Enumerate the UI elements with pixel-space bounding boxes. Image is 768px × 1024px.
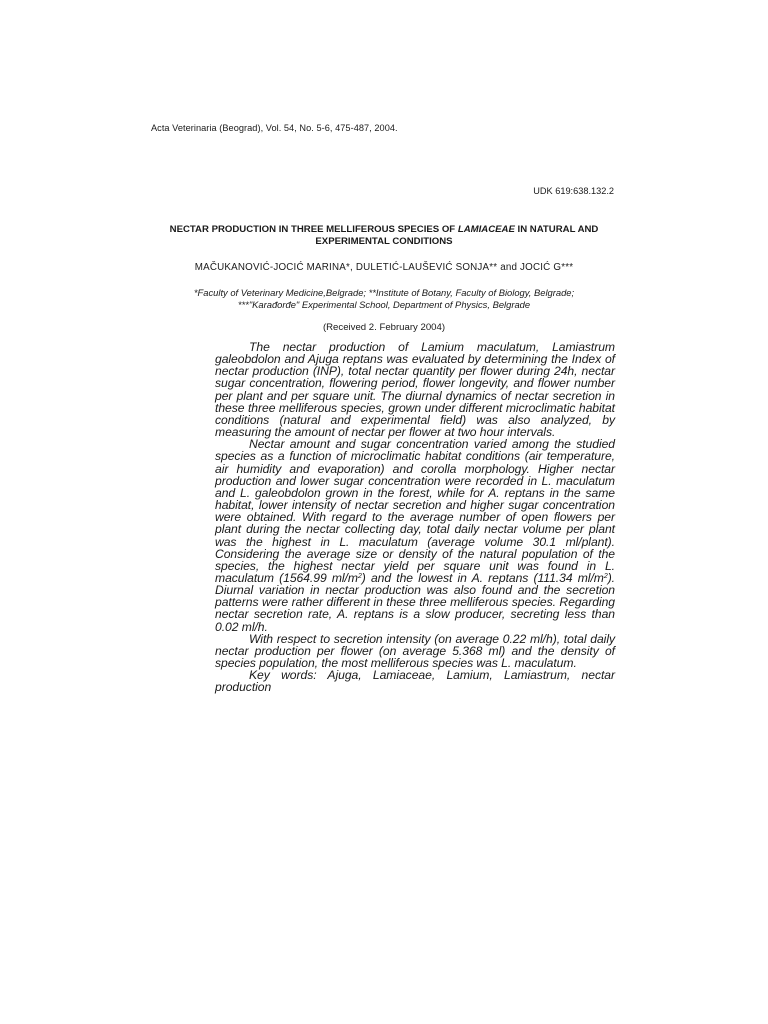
affiliation-line-2: ***"Karađorđe" Experimental School, Department of Physics, Belgrade bbox=[237, 298, 531, 310]
received-date: (Received 2. February 2004) bbox=[322, 322, 446, 333]
title-part-1: NECTAR PRODUCTION IN THREE MELLIFEROUS SPECIES OF bbox=[169, 224, 458, 235]
abstract-p2-text-c: ). Diurnal variation in nectar production was also found and the secretion patterns were rather different in these three melliferous species. Regarding nectar secretion rate, A. reptans is a slow producer, secreting less than 0.02 ml/h. bbox=[215, 570, 616, 634]
superscript-2: 2 bbox=[603, 572, 608, 580]
superscript-1: 2 bbox=[357, 572, 362, 580]
abstract-p2-text-b: ) and the lowest in A. reptans (111.34 ml/m bbox=[361, 570, 604, 585]
title-part-2: IN NATURAL AND EXPERIMENTAL CONDITIONS bbox=[315, 224, 599, 247]
journal-citation: Acta Veterinaria (Beograd), Vol. 54, No. 5-6, 475-487, 2004. bbox=[151, 123, 398, 133]
paper-title bbox=[150, 224, 618, 248]
abstract bbox=[215, 341, 615, 694]
abstract-paragraph-1: The nectar production of Lamium maculatum, Lamiastrum galeobdolon and Ajuga reptans was evaluated by determining the Index of nectar production (INP), total nectar quantity per flower during 24h, nectar sugar concentration, flowering period, flower longevity, and flower number per plant and per square unit. The diurnal dynamics of nectar secretion in these three melliferous species, grown under different microclimatic habitat conditions (natural and experimental field) was also analyzed, by measuring the amount of nectar per flower at two hour intervals. bbox=[215, 340, 615, 440]
abstract-p2-text-a: Nectar amount and sugar concentration varied among the studied species as a function of microclimatic habitat conditions (air temperature, air humidity and evaporation) and corolla morphology. Higher nectar production and lower sugar concentration were recorded in L. maculatum and L. galeobdolon grown in the forest, while for A. reptans in the same habitat, lower intensity of nectar secretion and higher sugar concentration were obtained. With regard to the average number of open flowers per plant during the nectar collecting day, total daily nectar volume per plant was the highest in L. maculatum (average volume 30.1 ml/plant). Considering the average size or density of the natural population of the species, the highest nectar yield per square unit was found in L. maculatum (1564.99 ml/m bbox=[215, 437, 615, 585]
abstract-paragraph-2 bbox=[215, 438, 615, 633]
affiliation-line-1: *Faculty of Veterinary Medicine,Belgrade; **Institute of Botany, Faculty of Biology, Belgrade; bbox=[193, 287, 575, 298]
author-list: MAČUKANOVIĆ-JOCIĆ MARINA*, DULETIĆ-LAUŠEVIĆ SONJA** and JOCIĆ G*** bbox=[194, 262, 574, 273]
affiliations bbox=[150, 287, 618, 310]
keywords: Key words: Ajuga, Lamiaceae, Lamium, Lamiastrum, nectar production bbox=[215, 668, 615, 695]
title-italic: LAMIACEAE bbox=[457, 224, 515, 235]
abstract-paragraph-3: With respect to secretion intensity (on average 0.22 ml/h), total daily nectar production per flower (on average 5.368 ml) and the density of species population, the most melliferous species was L. maculatum. bbox=[215, 631, 615, 671]
udk-classification: UDK 619:638.132.2 bbox=[533, 186, 614, 196]
